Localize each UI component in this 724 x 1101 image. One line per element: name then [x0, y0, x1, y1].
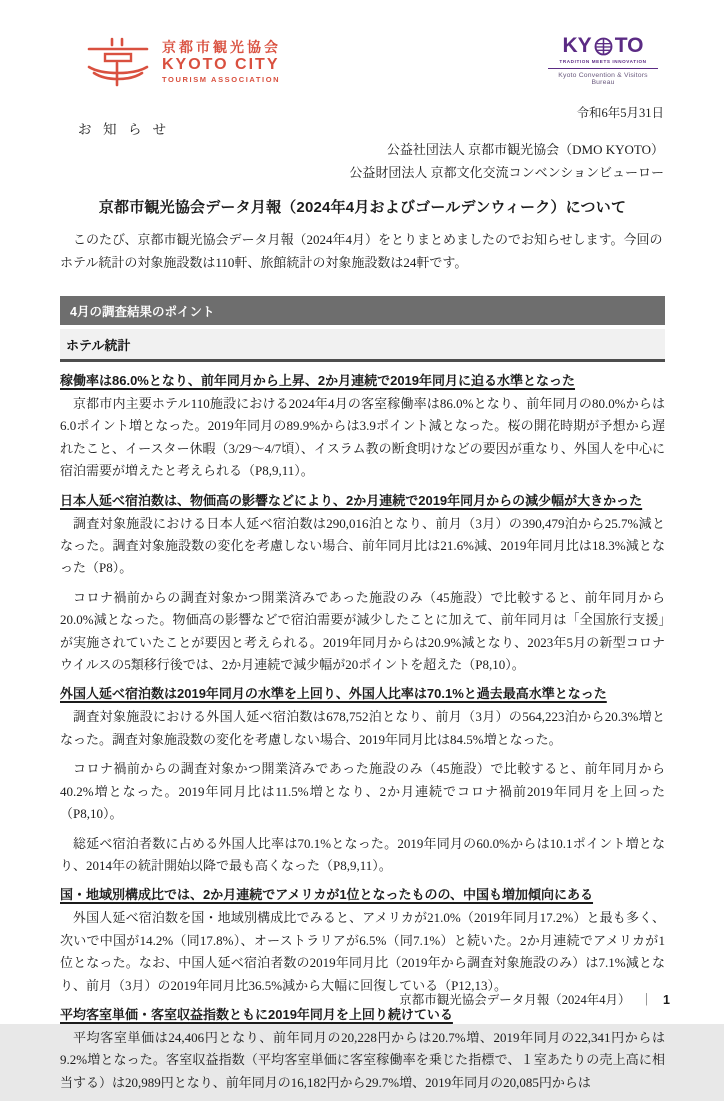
document-body [60, 196, 665, 1101]
wordmark-right: TO [614, 34, 644, 57]
document-title: 京都市観光協会データ月報（2024年4月およびゴールデンウィーク）について [98, 199, 627, 216]
section-heading-adr-revpar: 平均客室単価・客室収益指数ともに2019年同月を上回り続けている [60, 1006, 453, 1022]
section-paragraph: 平均客室単価は24,406円となり、前年同月の20,228円からは20.7%増、2019年同月の22,341円からは9.2%増となった。客室収益指数（平均客室単価に客室稼働率を乗じた指標で、１室あたりの売上高に相当する）は20,989円となり、前年同月の16,182円から29.7%増、2019年同月の20,085円からは [60, 1029, 665, 1090]
section-paragraph: 調査対象施設における日本人延べ宿泊数は290,016泊となり、前月（3月）の390,479泊から25.7%減となった。調査対象施設数の変化を考慮しない場合、前年同月比は21.6%減、2019年同月比は18.3%減となった（P8）。 [60, 515, 665, 576]
section-heading-occupancy: 稼働率は86.0%となり、前年同月から上昇、2か月連続で2019年同月に迫る水準となった [60, 373, 576, 388]
wordmark-left: KY [562, 34, 592, 57]
footer-title: 京都市観光協会データ月報（2024年4月） [399, 993, 631, 1007]
footer-separator: ｜ [640, 993, 654, 1007]
kyo-kanji-lines-icon [86, 36, 150, 88]
logo-divider [548, 68, 658, 69]
kyoto-wordmark [548, 34, 658, 58]
kyoto-city-tourism-logo [86, 36, 281, 88]
page-number: 1 [663, 993, 670, 1007]
logo-name-en-sub: TOURISM ASSOCIATION [162, 74, 281, 84]
logo-tagline: TRADITION MEETS INNOVATION [559, 59, 647, 64]
issue-date: 令和6年5月31日 [576, 106, 664, 120]
report-sections [60, 370, 665, 1094]
section-band-survey-points: 4月の調査結果のポイント [60, 296, 665, 325]
logo-name-ja: 京都市観光協会 [162, 39, 281, 56]
lantern-o-icon [593, 37, 614, 56]
section-heading-foreign-guests: 外国人延べ宿泊数は2019年同月の水準を上回り、外国人比率は70.1%と過去最高水準となった [60, 686, 607, 702]
section-paragraph: 京都市内主要ホテル110施設における2024年4月の客室稼働率は86.0%となり、前年同月の80.0%からは6.0ポイント増となった。2019年同月の89.9%からは3.9ポイント減となった。桜の開花時期が予想から遅れたこと、イースター休暇（3/29～4/7頃）、イスラム教の断食明けなどの要因が重なり、外国人を中心に宿泊需要が増えたと考えられる（P8,9,11）。 [60, 396, 665, 479]
section-paragraph: 外国人延べ宿泊数を国・地域別構成比でみると、アメリカが21.0%（2019年同月17.2%）と最も多く、次いで中国が14.2%（同17.8%）、オーストラリアが6.5%（同7.1%）と続いた。2か月連続でアメリカが1位となった。なお、中国人延べ宿泊者数の2019年同月比（2019年から調査対象施設のみ）は7.1%減となり、前月（3月）の2019年同月比36.5%減から大幅に回復している（P12,13）。 [60, 910, 665, 993]
logo-name-en: KYOTO CITY [162, 56, 280, 73]
notice-label: お知らせ [78, 122, 178, 137]
kyoto-cvb-logo [548, 34, 658, 86]
org-line-2: 公益財団法人 京都文化交流コンベンションビューロー [349, 165, 664, 180]
org-line-1: 公益社団法人 京都市観光協会（DMO KYOTO） [386, 142, 664, 157]
section-paragraph: 総延べ宿泊者数に占める外国人比率は70.1%となった。2019年同月の60.0%からは10.1ポイント増となり、2014年の統計開始以降で最も高くなった（P8,9,11）。 [60, 835, 665, 873]
section-paragraph: 調査対象施設における外国人延べ宿泊数は678,752泊となり、前月（3月）の564,223泊から20.3%増となった。調査対象施設数の変化を考慮しない場合、2019年同月比は84.5%増となった。 [60, 709, 665, 747]
section-paragraph: コロナ禍前からの調査対象かつ開業済みであった施設のみ（45施設）で比較すると、前年同月から20.0%減となった。物価高の影響などで宿泊需要が減少したことに加えて、前年同月は「全国旅行支援」が実施されていたことが要因と考えられる。2019年同月からは20.9%減となり、2023年5月の新型コロナウイルスの5類移行後では、2か月連続で減少幅が20ポイントを超えた（P8,10）。 [60, 589, 665, 673]
issuing-organizations [349, 138, 664, 184]
page-footer [399, 990, 670, 1008]
section-heading-country-mix: 国・地域別構成比では、2か月連続でアメリカが1位となったものの、中国も増加傾向にある [60, 887, 594, 903]
section-heading-japanese-guests: 日本人延べ宿泊数は、物価高の影響などにより、2か月連続で2019年同月からの減少幅が大きかった [60, 492, 643, 508]
section-paragraph: コロナ禍前からの調査対象かつ開業済みであった施設のみ（45施設）で比較すると、前年同月から40.2%増となった。2019年同月比は11.5%増となり、2か月連続でコロナ禍前2019年同月を上回った（P8,10）。 [60, 761, 665, 822]
intro-paragraph: このたび、京都市観光協会データ月報（2024年4月）をとりまとめましたのでお知らせします。今回のホテル統計の対象施設数は110軒、旅館統計の対象施設数は24軒です。 [60, 232, 663, 270]
logo-org-name: Kyoto Convention & Visitors Bureau [558, 72, 648, 86]
subsection-band-hotel-stats: ホテル統計 [60, 329, 665, 362]
